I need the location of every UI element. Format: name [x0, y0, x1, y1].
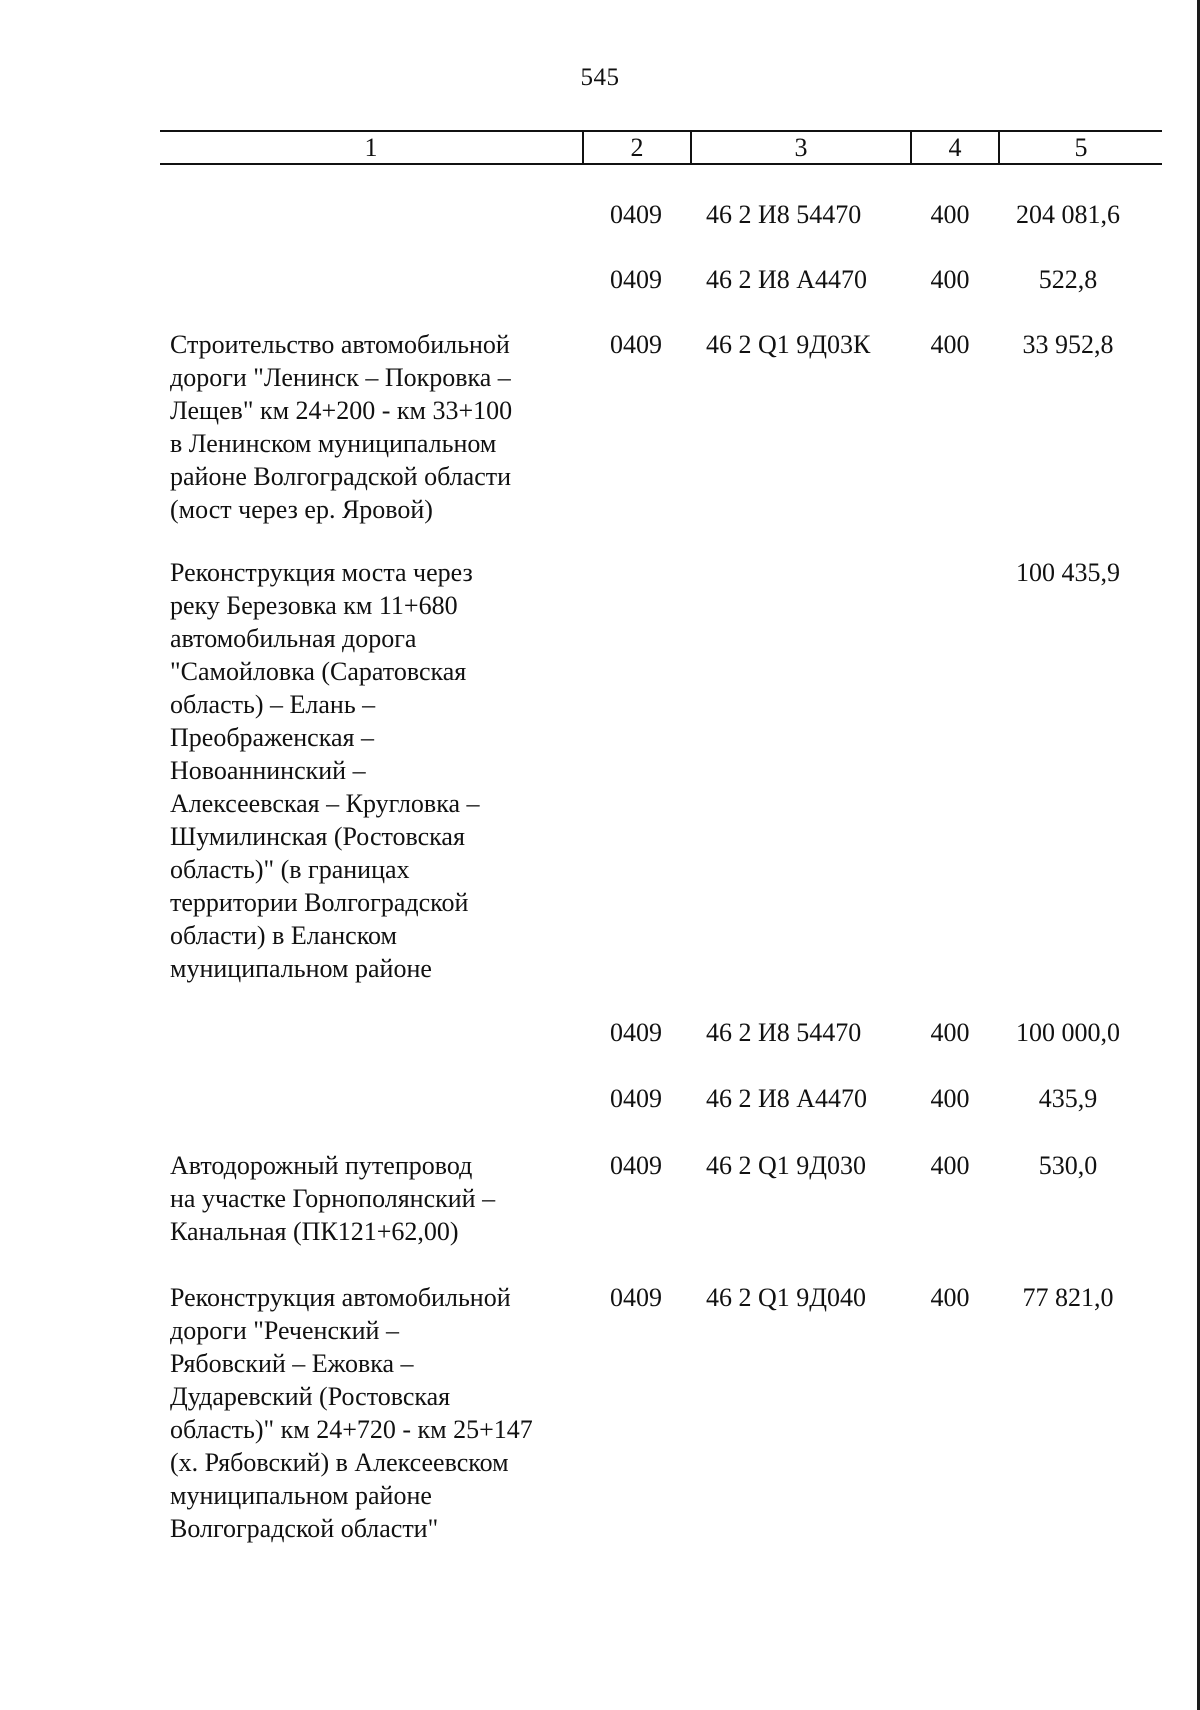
page-number: 545 — [580, 64, 620, 91]
column-header-5: 5 — [1074, 133, 1088, 162]
row-section-code: 0409 — [610, 1283, 662, 1312]
row-name: Реконструкция автомобильной дороги "Реченский – Рябовский – Ежовка – Дударевский (Ростовская область)" км 24+720 - км 25+147 (х. Рябовский) в Алексеевском муниципальном районе Волгоградской области" — [170, 1283, 533, 1543]
row-section-code: 0409 — [610, 1084, 662, 1113]
row-target-code: 46 2 И8 54470 — [706, 200, 862, 229]
row-name: Автодорожный путепровод на участке Горнополянский – Канальная (ПК121+62,00) — [170, 1151, 496, 1246]
row-amount: 100 435,9 — [1016, 558, 1120, 587]
column-header-4: 4 — [948, 133, 962, 162]
row-amount: 522,8 — [1038, 265, 1098, 294]
row-section-code: 0409 — [610, 330, 662, 359]
row-expense-type: 400 — [930, 1084, 970, 1113]
row-target-code: 46 2 Q1 9Д030 — [706, 1151, 867, 1180]
row-name: Реконструкция моста через реку Березовка км 11+680 автомобильная дорога "Самойловка (Саратовская область) – Елань – Преображенская – Новоаннинский – Алексеевская – Кругловка – Шумилинская (Ростовская область)" (в границах территории Волгоградской области) в Еланском муниципальном районе — [170, 558, 480, 983]
row-amount: 530,0 — [1038, 1151, 1098, 1180]
row-section-code: 0409 — [610, 1018, 662, 1047]
row-target-code: 46 2 И8 А4470 — [706, 1084, 868, 1113]
row-amount: 100 000,0 — [1016, 1018, 1120, 1047]
row-expense-type: 400 — [930, 330, 970, 359]
column-header-3: 3 — [794, 133, 808, 162]
row-section-code: 0409 — [610, 265, 662, 294]
row-expense-type: 400 — [930, 1018, 970, 1047]
row-amount: 204 081,6 — [1016, 200, 1120, 229]
row-expense-type: 400 — [930, 1151, 970, 1180]
row-target-code: 46 2 Q1 9Д040 — [706, 1283, 867, 1312]
row-target-code: 46 2 И8 54470 — [706, 1018, 862, 1047]
row-section-code: 0409 — [610, 1151, 662, 1180]
row-amount: 435,9 — [1038, 1084, 1098, 1113]
row-target-code: 46 2 Q1 9Д03К — [706, 330, 871, 359]
column-header-1: 1 — [364, 133, 378, 162]
row-expense-type: 400 — [930, 265, 970, 294]
table-column-header — [160, 130, 1162, 165]
row-expense-type: 400 — [930, 1283, 970, 1312]
row-target-code: 46 2 И8 А4470 — [706, 265, 868, 294]
row-expense-type: 400 — [930, 200, 970, 229]
row-section-code: 0409 — [610, 200, 662, 229]
column-header-2: 2 — [630, 133, 644, 162]
row-amount: 33 952,8 — [1022, 330, 1114, 359]
row-amount: 77 821,0 — [1022, 1283, 1114, 1312]
row-name: Строительство автомобильной дороги "Ленинск – Покровка – Лещев" км 24+200 - км 33+100 в Ленинском муниципальном районе Волгоградской области (мост через ер. Яровой) — [170, 330, 513, 524]
